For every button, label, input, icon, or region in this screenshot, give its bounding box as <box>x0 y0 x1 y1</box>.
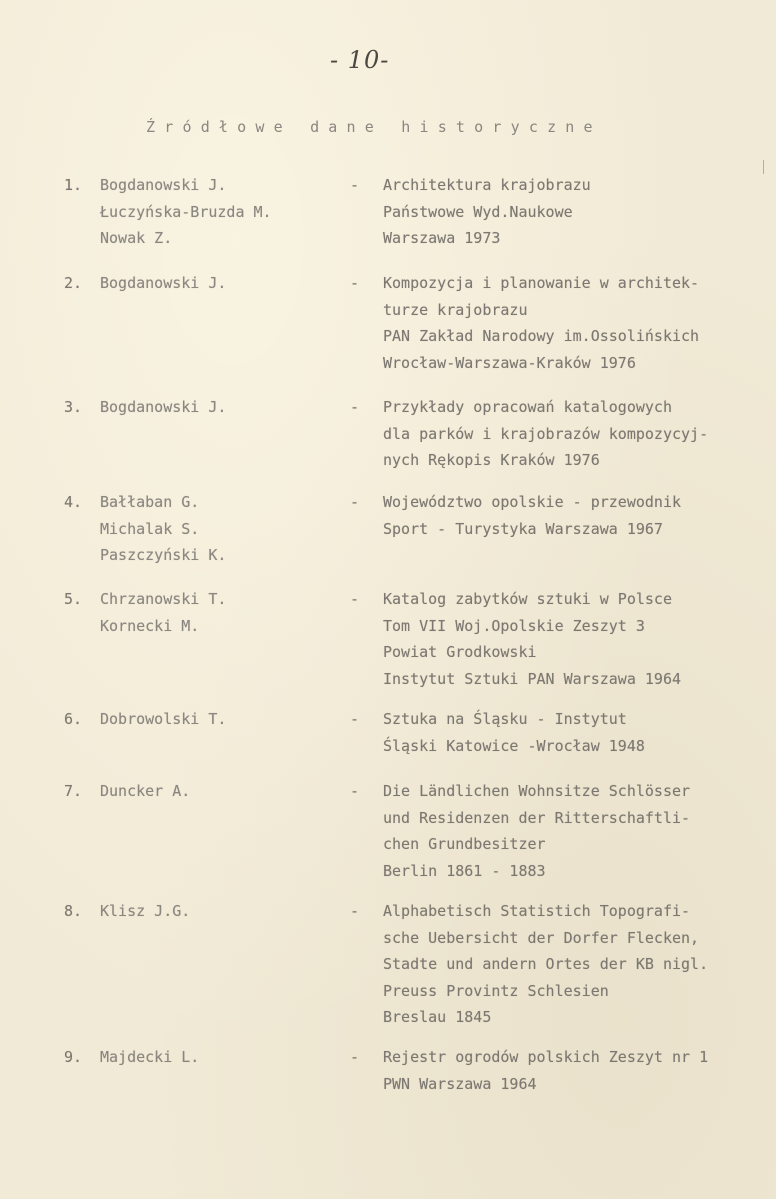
description-line: PAN Zakład Narodowy im.Ossolińskich <box>383 327 700 345</box>
description-line: PWN Warszawa 1964 <box>383 1074 537 1093</box>
entry-dash: - <box>350 398 360 416</box>
description-line: Sport - Turystyka Warszawa 1967 <box>383 519 663 538</box>
entry-number: 7. <box>64 782 83 800</box>
description-line: Breslau 1845 <box>383 1008 492 1026</box>
entry-dash: - <box>350 176 360 194</box>
description-line: chen Grundbesitzer <box>383 835 546 853</box>
description-line: Sztuka na Śląsku - Instytut <box>383 710 627 728</box>
entry-authors <box>100 489 226 569</box>
entry-dash: - <box>350 274 360 292</box>
section-heading: Źródłowe dane historyczne <box>146 118 602 136</box>
description-line: dla parków i krajobrazów kompozycyj- <box>383 424 709 443</box>
author-line: Bogdanowski J. <box>100 274 227 292</box>
description-line: Powiat Grodkowski <box>383 643 537 661</box>
entry-authors <box>100 1044 199 1071</box>
entry-dash: - <box>350 493 360 511</box>
author-line: Majdecki L. <box>100 1048 200 1066</box>
entry-authors <box>100 706 226 733</box>
entry-description <box>383 898 708 1031</box>
description-line: Śląski Katowice -Wrocław 1948 <box>383 736 645 755</box>
entry-number: 9. <box>64 1048 83 1066</box>
author-line: Bogdanowski J. <box>100 176 227 194</box>
entry-number: 2. <box>64 274 83 292</box>
description-line: Berlin 1861 - 1883 <box>383 861 546 880</box>
entry-description <box>383 586 681 692</box>
description-line: Stadte und andern Ortes der KB nigl. <box>383 955 709 973</box>
author-line: Paszczyński K. <box>100 546 227 564</box>
description-line: Instytut Sztuki PAN Warszawa 1964 <box>383 669 682 688</box>
entry-authors <box>100 586 226 639</box>
margin-mark <box>763 160 764 174</box>
description-line: Warszawa 1973 <box>383 229 501 247</box>
author-line: Duncker A. <box>100 782 191 800</box>
entry-number: 3. <box>64 398 83 416</box>
description-line: Kompozycja i planowanie w architek- <box>383 274 700 292</box>
description-line: Przykłady opracowań katalogowych <box>383 398 672 416</box>
entry-authors <box>100 270 226 297</box>
author-line: Bogdanowski J. <box>100 398 227 416</box>
author-line: Dobrowolski T. <box>100 710 227 728</box>
author-line: Chrzanowski T. <box>100 590 227 608</box>
entry-dash: - <box>350 902 360 920</box>
entry-number: 6. <box>64 710 83 728</box>
entry-authors <box>100 898 190 925</box>
author-line: Michalak S. <box>100 519 200 538</box>
description-line: nych Rękopis Kraków 1976 <box>383 451 600 469</box>
entry-authors <box>100 172 272 252</box>
description-line: Preuss Provintz Schlesien <box>383 981 609 1000</box>
entry-number: 1. <box>64 176 83 194</box>
description-line: Rejestr ogrodów polskich Zeszyt nr 1 <box>383 1048 709 1066</box>
entry-dash: - <box>350 1048 360 1066</box>
entry-description <box>383 270 699 376</box>
author-line: Bałłaban G. <box>100 493 200 511</box>
author-line: Łuczyńska-Bruzda M. <box>100 202 272 221</box>
description-line: Państwowe Wyd.Naukowe <box>383 202 573 221</box>
entry-dash: - <box>350 590 360 608</box>
entry-number: 4. <box>64 493 83 511</box>
entry-authors <box>100 778 190 805</box>
entry-dash: - <box>350 710 360 728</box>
entry-description <box>383 1044 708 1097</box>
entry-description <box>383 394 708 474</box>
description-line: sche Uebersicht der Dorfer Flecken, <box>383 928 700 947</box>
description-line: Alphabetisch Statistich Topografi- <box>383 902 691 920</box>
entry-authors <box>100 394 226 421</box>
description-line: Architektura krajobrazu <box>383 176 591 194</box>
entry-description <box>383 706 645 759</box>
author-line: Nowak Z. <box>100 229 173 247</box>
description-line: turze krajobrazu <box>383 300 528 319</box>
description-line: Katalog zabytków sztuki w Polsce <box>383 590 672 608</box>
description-line: Die Ländlichen Wohnsitze Schlösser <box>383 782 691 800</box>
entry-description <box>383 489 681 542</box>
entry-description <box>383 172 591 252</box>
author-line: Klisz J.G. <box>100 902 191 920</box>
description-line: Województwo opolskie - przewodnik <box>383 493 682 511</box>
description-line: Tom VII Woj.Opolskie Zeszyt 3 <box>383 616 645 635</box>
entry-number: 8. <box>64 902 83 920</box>
entry-dash: - <box>350 782 360 800</box>
author-line: Kornecki M. <box>100 616 200 635</box>
description-line: Wrocław-Warszawa-Kraków 1976 <box>383 353 636 372</box>
page-number: - 10- <box>330 46 390 74</box>
entry-description <box>383 778 690 884</box>
entry-number: 5. <box>64 590 83 608</box>
description-line: und Residenzen der Ritterschaftli- <box>383 808 691 827</box>
